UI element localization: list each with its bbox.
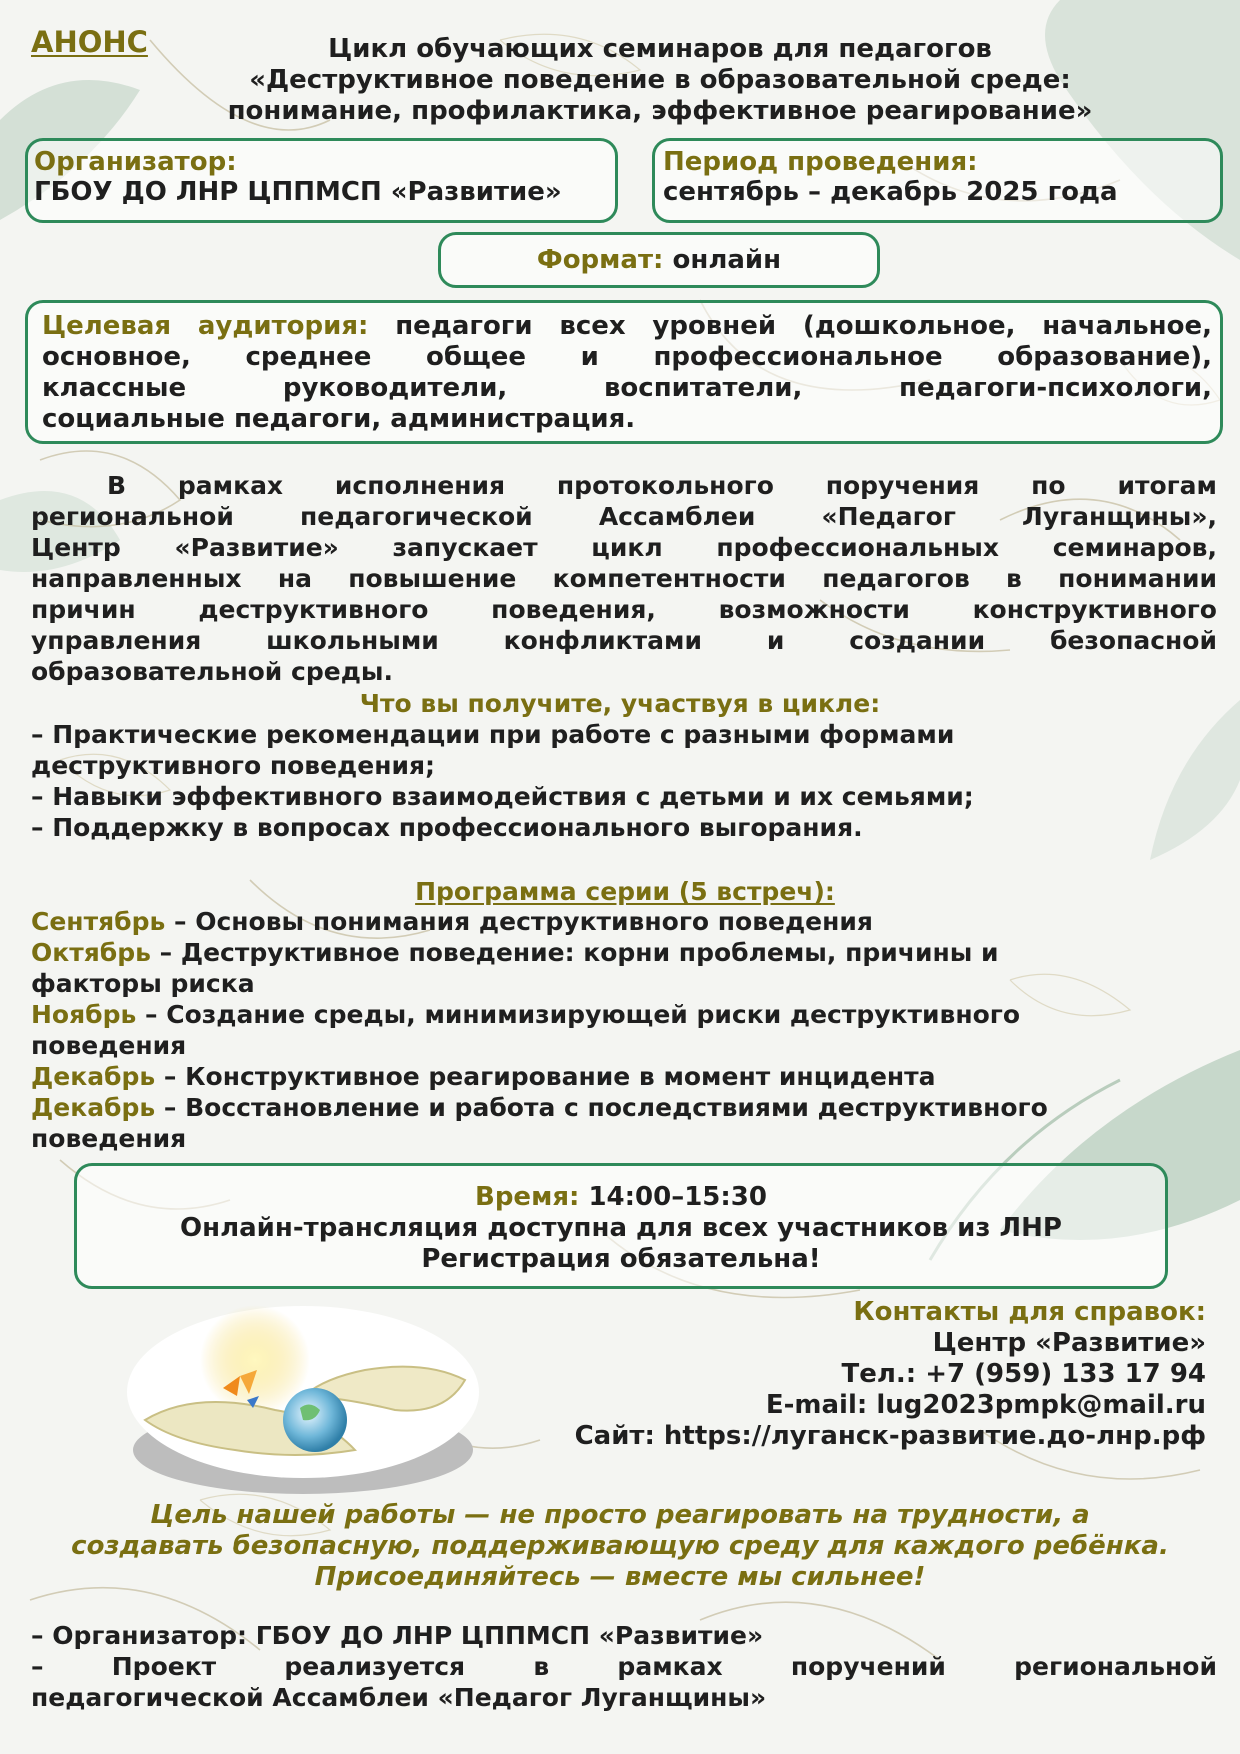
motto-line: создавать безопасную, поддерживающую среду для каждого ребёнка. [71, 1531, 1169, 1561]
benefits-list [31, 719, 1217, 843]
program-list [31, 906, 1217, 1154]
page-title [150, 34, 1170, 127]
format-box [438, 232, 880, 288]
benefit-item: деструктивного поведения; [31, 751, 436, 780]
program-topic-cont: поведения [31, 1124, 187, 1153]
intro-line: управления школьными конфликтами и создании безопасной [31, 626, 1217, 655]
footer-organizer: – Организатор: ГБОУ ДО ЛНР ЦППМСП «Развитие» [31, 1621, 764, 1650]
contact-email[interactable]: E-mail: lug2023pmpk@mail.ru [765, 1390, 1206, 1420]
intro-line: Центр «Развитие» запускает цикл профессиональных семинаров, [31, 533, 1217, 562]
contact-website[interactable]: Сайт: https://луганск-развитие.до-лнр.рф [574, 1421, 1206, 1451]
announce-label: АНОНС [31, 25, 148, 59]
organizer-value: ГБОУ ДО ЛНР ЦППМСП «Развитие» [34, 177, 562, 207]
contacts-heading: Контакты для справок: [853, 1297, 1206, 1327]
motto-block [0, 1500, 1240, 1593]
audience-label: Целевая аудитория: [42, 311, 369, 341]
intro-paragraph [31, 470, 1217, 687]
intro-line: региональной педагогической Ассамблеи «Педагог Луганщины», [31, 502, 1217, 531]
program-topic-cont: поведения [31, 1031, 187, 1060]
program-heading: Программа серии (5 встреч): [415, 877, 835, 906]
hands-globe-butterfly-illustration [125, 1300, 480, 1496]
title-line: «Деструктивное поведение в образовательной среде: [249, 65, 1071, 95]
intro-line: направленных на повышение компетентности педагогов в понимании [31, 564, 1217, 593]
audience-text: педагоги всех уровней (дошкольное, начальное, [395, 311, 1212, 341]
footer-project: – Проект реализуется в рамках поручений региональной [31, 1652, 1217, 1681]
program-item [31, 906, 1217, 937]
footer-block [31, 1620, 1217, 1713]
format-label: Формат: [536, 245, 664, 275]
intro-line: образовательной среды. [31, 657, 393, 686]
benefit-item: – Навыки эффективного взаимодействия с детьми и их семьями; [31, 782, 974, 811]
format-value: онлайн [663, 245, 782, 275]
audience-line [42, 311, 1212, 342]
contacts-block [575, 1297, 1206, 1452]
time-label: Время: [475, 1182, 580, 1212]
program-topic: – Конструктивное реагирование в момент инцидента [155, 1062, 936, 1091]
program-month: Декабрь [31, 1093, 156, 1122]
program-item [31, 937, 1217, 999]
footer-project-cont: педагогической Ассамблеи «Педагог Луганщины» [31, 1683, 767, 1712]
contact-phone: Тел.: +7 (959) 133 17 94 [841, 1359, 1206, 1389]
program-month: Ноябрь [31, 1000, 137, 1029]
audience-line: социальные педагоги, администрация. [42, 404, 636, 434]
program-month: Октябрь [31, 938, 151, 967]
audience-line: классные руководители, воспитатели, педагоги-психологи, [42, 373, 1212, 403]
program-item [31, 1092, 1217, 1154]
program-topic: – Создание среды, минимизирующей риски деструктивного [136, 1000, 1021, 1029]
time-value: 14:00–15:30 [579, 1182, 767, 1212]
period-box [652, 138, 1223, 223]
motto-line: Присоединяйтесь — вместе мы сильнее! [314, 1562, 926, 1592]
title-line: Цикл обучающих семинаров для педагогов [328, 34, 992, 64]
program-topic-cont: факторы риска [31, 969, 255, 998]
program-month: Декабрь [31, 1062, 156, 1091]
program-topic: – Основы понимания деструктивного поведения [165, 907, 873, 936]
broadcast-note: Онлайн-трансляция доступна для всех участников из ЛНР [180, 1213, 1062, 1243]
registration-note: Регистрация обязательна! [421, 1244, 821, 1274]
title-line: понимание, профилактика, эффективное реагирование» [227, 96, 1093, 126]
benefit-item: – Практические рекомендации при работе с разными формами [31, 720, 955, 749]
intro-line: В рамках исполнения протокольного поручения по итогам [107, 471, 1217, 500]
motto-line: Цель нашей работы — не просто реагировать на трудности, а [150, 1500, 1090, 1530]
contact-org: Центр «Развитие» [932, 1328, 1206, 1358]
benefit-item: – Поддержку в вопросах профессионального выгорания. [31, 813, 863, 842]
period-value: сентябрь – декабрь 2025 года [663, 177, 1118, 207]
benefits-heading: Что вы получите, участвуя в цикле: [359, 689, 881, 718]
program-month: Сентябрь [31, 907, 166, 936]
program-topic: – Деструктивное поведение: корни проблемы, причины и [150, 938, 999, 967]
program-item [31, 1061, 1217, 1092]
audience-box [25, 300, 1223, 444]
organizer-box [25, 138, 618, 223]
audience-line: основное, среднее общее и профессиональное образование), [42, 342, 1212, 372]
intro-line: причин деструктивного поведения, возможности конструктивного [31, 595, 1217, 624]
period-label: Период проведения: [663, 147, 978, 177]
organizer-label: Организатор: [34, 147, 237, 177]
program-item [31, 999, 1217, 1061]
program-topic: – Восстановление и работа с последствиями деструктивного [155, 1093, 1048, 1122]
time-box [74, 1163, 1168, 1289]
